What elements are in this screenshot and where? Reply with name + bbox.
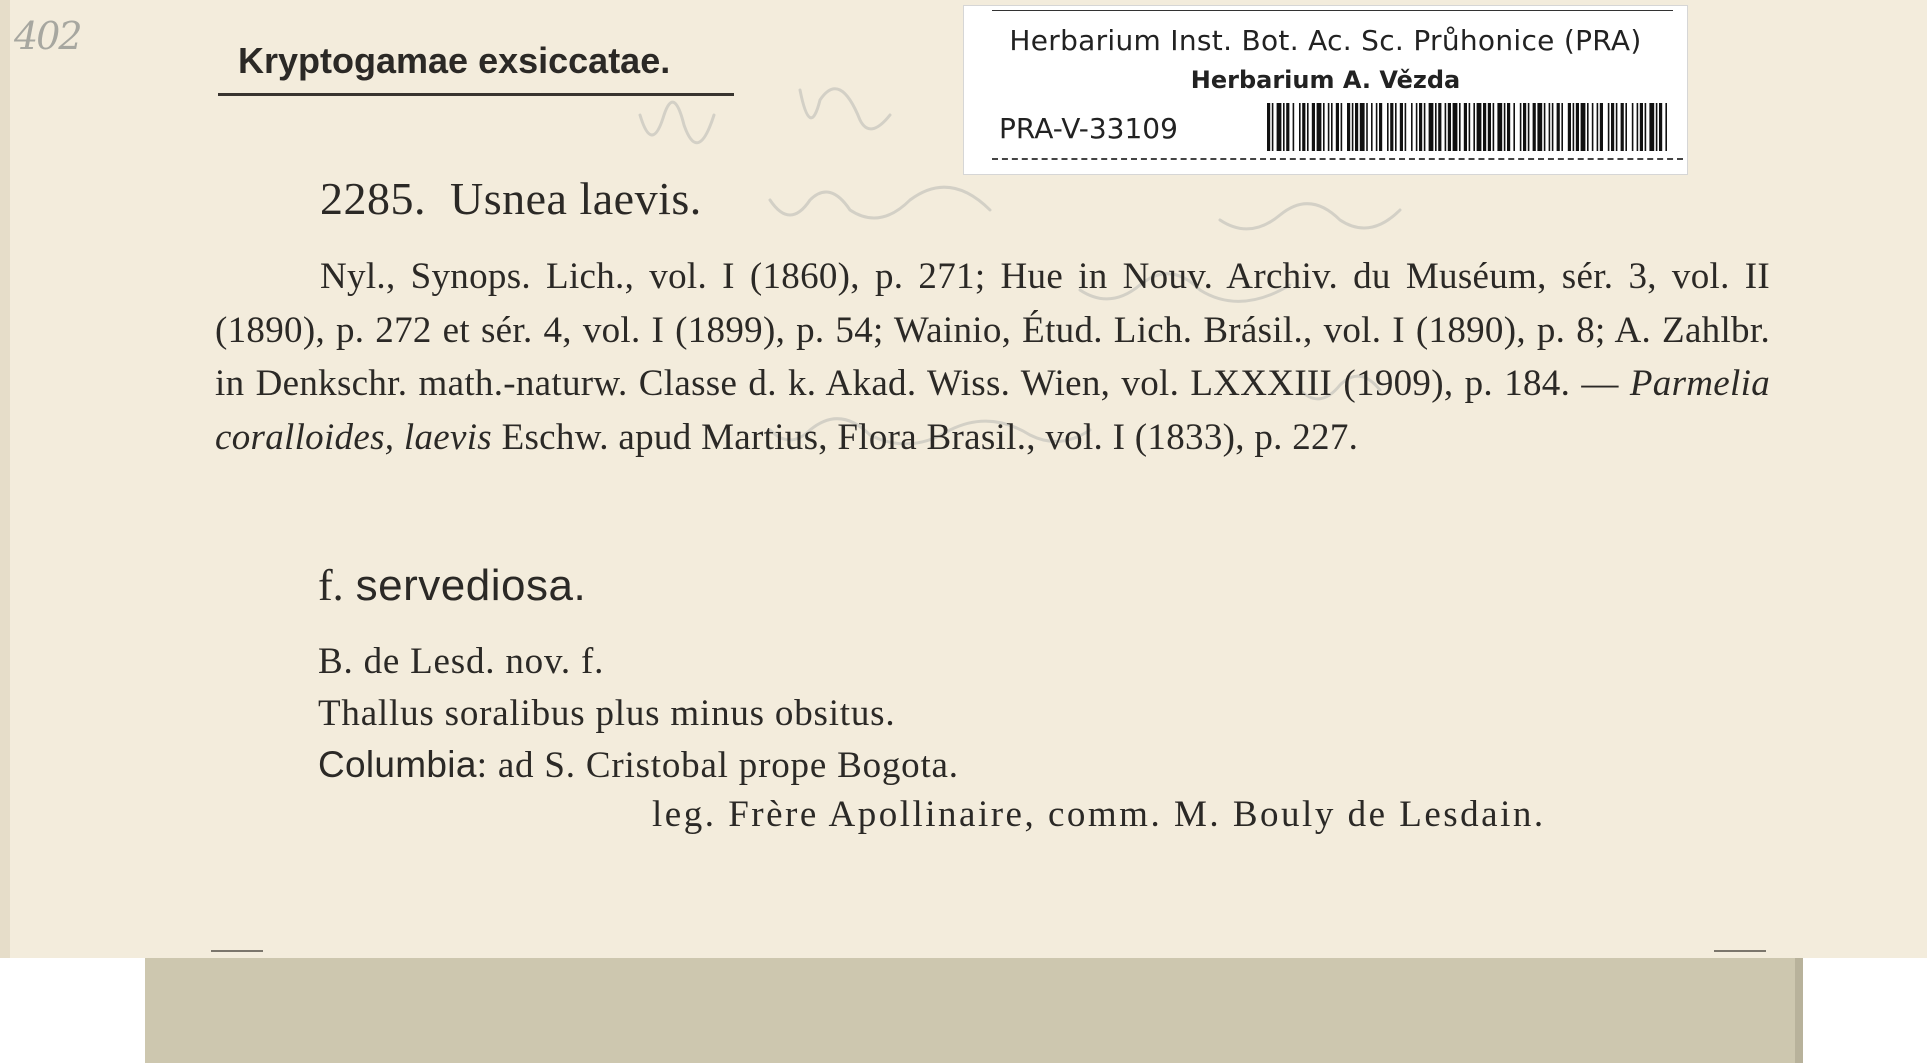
forma-author: B. de Lesd. nov. f. <box>318 641 605 682</box>
barcode-bar <box>1616 103 1618 151</box>
barcode-bar <box>1379 103 1382 151</box>
barcode-bar <box>1483 103 1486 151</box>
barcode <box>1267 103 1667 151</box>
barcode-bar <box>1366 103 1368 151</box>
barcode-bar <box>1328 103 1330 151</box>
collector-line: leg. Frère Apollinaire, comm. M. Bouly de Lesdain. <box>652 794 1546 835</box>
barcode-bar <box>1640 103 1643 151</box>
barcode-bar <box>1497 103 1502 151</box>
herbarium-label <box>963 5 1688 175</box>
barcode-bar <box>1286 103 1289 151</box>
forma-name: servediosa. <box>355 561 587 610</box>
barcode-bar <box>1592 103 1594 151</box>
barcode-bar <box>1448 103 1451 151</box>
barcode-bar <box>1637 103 1639 151</box>
barcode-bar <box>1576 103 1579 151</box>
barcode-bar <box>1621 103 1624 151</box>
barcode-bar <box>1477 103 1482 151</box>
barcode-bar <box>1400 103 1403 151</box>
pencil-corner-note: 402 <box>14 14 81 58</box>
citation-text-2: Eschw. apud Martius, Flora Brasil., vol. I (1833), p. 227. <box>492 416 1359 458</box>
herbarium-dashed-rule <box>992 158 1683 160</box>
barcode-bar <box>1376 103 1378 151</box>
barcode-bar <box>1299 103 1301 151</box>
barcode-bar <box>1488 103 1491 151</box>
barcode-bar <box>1347 103 1350 151</box>
barcode-bar <box>1435 103 1437 151</box>
barcode-bar <box>1533 103 1536 151</box>
barcode-bar <box>1625 103 1627 151</box>
barcode-bar <box>1302 103 1305 151</box>
barcode-bar <box>1390 103 1393 151</box>
barcode-bar <box>1360 103 1365 151</box>
locality-text: : ad S. Cristobal prope Bogota. <box>476 745 959 786</box>
scribble-4 <box>1220 204 1400 229</box>
barcode-bar <box>1272 103 1274 151</box>
barcode-bar <box>1561 103 1563 151</box>
barcode-bar <box>1429 103 1434 151</box>
barcode-bar <box>1600 103 1603 151</box>
barcode-bar <box>1307 103 1309 151</box>
citation-synonym-genus: Parmelia coralloides, <box>215 363 1770 458</box>
barcode-bar <box>1438 103 1441 151</box>
paper-left-shade <box>0 0 10 958</box>
series-title: Kryptogamae exsiccatae. <box>218 40 734 96</box>
barcode-bar <box>1568 103 1571 151</box>
forma-description: Thallus soralibus plus minus obsitus. <box>318 693 896 734</box>
barcode-bar <box>1405 103 1407 151</box>
barcode-bar <box>1317 103 1322 151</box>
barcode-bar <box>1520 103 1522 151</box>
barcode-bar <box>1331 103 1333 151</box>
barcode-bar <box>1523 103 1526 151</box>
barcode-bar <box>1419 103 1422 151</box>
barcode-bar <box>1552 103 1554 151</box>
species-name: Usnea laevis. <box>450 173 702 224</box>
barcode-bar <box>1537 103 1542 151</box>
locality-line <box>318 744 959 787</box>
barcode-bar <box>1341 103 1343 151</box>
barcode-bar <box>1469 103 1471 151</box>
barcode-bar <box>1656 103 1658 151</box>
underlying-sheet <box>145 958 1803 1063</box>
scribble-1 <box>640 102 714 143</box>
barcode-bar <box>1453 103 1458 151</box>
barcode-bar <box>1513 103 1515 151</box>
barcode-bar <box>1649 103 1654 151</box>
scribble-3 <box>770 187 990 218</box>
barcode-bar <box>1632 103 1634 151</box>
forma-heading <box>318 560 586 611</box>
barcode-bar <box>1581 103 1586 151</box>
forma-prefix: f. <box>318 561 344 610</box>
barcode-bar <box>1371 103 1373 151</box>
barcode-bar <box>1549 103 1551 151</box>
barcode-bar <box>1645 103 1647 151</box>
barcode-bar <box>1473 103 1475 151</box>
herbarium-top-rule <box>992 10 1673 11</box>
barcode-bar <box>1312 103 1315 151</box>
barcode-bar <box>1411 103 1413 151</box>
barcode-bar <box>1573 103 1575 151</box>
barcode-bar <box>1416 103 1418 151</box>
exsiccata-number: 2285. <box>320 173 426 224</box>
barcode-bar <box>1424 103 1426 151</box>
barcode-bar <box>1611 103 1614 151</box>
cut-mark-right <box>1714 950 1766 952</box>
barcode-bar <box>1336 103 1339 151</box>
barcode-bar <box>1597 103 1599 151</box>
citation-paragraph <box>215 250 1770 464</box>
barcode-bar <box>1544 103 1546 151</box>
barcode-bar <box>1352 103 1354 151</box>
barcode-bar <box>1507 103 1510 151</box>
barcode-bar <box>1464 103 1467 151</box>
country-name: Columbia <box>318 744 477 785</box>
herbarium-institution: Herbarium Inst. Bot. Ac. Sc. Průhonice (PRA) <box>1009 24 1642 57</box>
barcode-bar <box>1493 103 1495 151</box>
barcode-bar <box>1267 103 1270 151</box>
herbarium-collection: Herbarium A. Vězda <box>1190 66 1461 94</box>
citation-synonym-epithet: laevis <box>403 416 493 458</box>
cut-mark-left <box>211 950 263 952</box>
species-heading <box>320 172 702 225</box>
barcode-bar <box>1293 103 1295 151</box>
barcode-bar <box>1459 103 1461 151</box>
barcode-bar <box>1355 103 1358 151</box>
barcode-bar <box>1504 103 1506 151</box>
barcode-bar <box>1395 103 1397 151</box>
barcode-bar <box>1528 103 1530 151</box>
barcode-bar <box>1557 103 1560 151</box>
barcode-bar <box>1665 103 1667 151</box>
underlying-sheet-edge <box>1795 958 1803 1063</box>
barcode-bar <box>1323 103 1325 151</box>
barcode-bar <box>1277 103 1282 151</box>
barcode-bar <box>1387 103 1389 151</box>
barcode-bar <box>1445 103 1447 151</box>
barcode-bar <box>1587 103 1589 151</box>
citation-text-1: Nyl., Synops. Lich., vol. I (1860), p. 271; Hue in Nouv. Archiv. du Muséum, sér. 3, vol. II (1890), p. 272 et sér. 4, vol. I (1899), p. 54; Wainio, Étud. Lich. Brásil., vol. I (1890), p. 8; A. Zahlbr. in Denkschr. math.-naturw. Classe d. k. Akad. Wiss. Wien, vol. LXXXIII (1909), p. 184. — <box>215 256 1770 404</box>
barcode-bar <box>1283 103 1285 151</box>
scribble-2 <box>800 89 890 129</box>
barcode-bar <box>1608 103 1610 151</box>
barcode-bar <box>1659 103 1662 151</box>
specimen-code: PRA-V-33109 <box>999 112 1178 145</box>
